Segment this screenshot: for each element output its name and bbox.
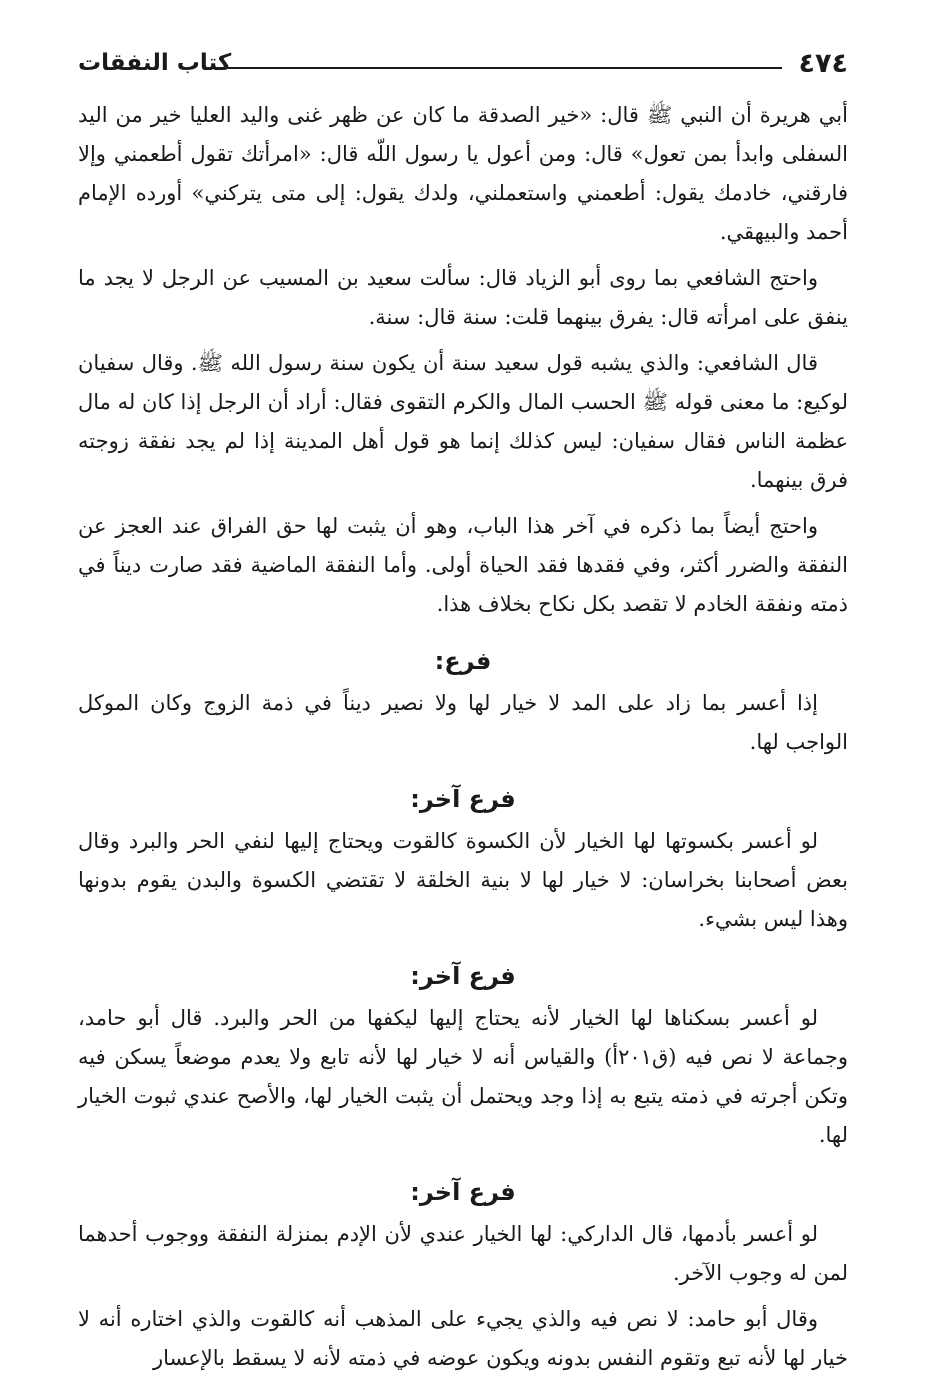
paragraph-condiment-darki: لو أعسر بأدمها، قال الداركي: لها الخيار عندي لأن الإدم بمنزلة النفقة ووجوب أحدهما لمن له وجوب الآخر. [78,1222,848,1285]
paragraph-condiment-abu-hamid: وقال أبو حامد: لا نص فيه والذي يجيء على المذهب أنه كالقوت والذي اختاره أنه لا خيار لها لأنه تبع وتقوم النفس بدونه ويكون عوضه في ذمته لأنه لا يسقط بالإعسار [78,1307,848,1370]
paragraph-branch-mudd: إذا أعسر بما زاد على المد لا خيار لها ولا نصير ديناً في ذمة الزوج وكان الموكل الواجب لها. [78,691,848,754]
paragraph-housing: لو أعسر بسكناها لها الخيار لأنه يحتاج إليها ليكفها من الحر والبرد. قال أبو حامد، وجماعة لا نص فيه (ق٢٠١أ) والقياس أنه لا خيار لها لأنه تابع ولا يعدم موضعاً يسكن فيه وتكن أجرته في ذمته يتبع به إذا وجد ويحتمل أن يثبت الخيار لها، والأصح عندي ثبوت الخيار لها. [78,1006,848,1147]
section-heading-another-branch-clothing: فرع آخر: [410,785,516,813]
section-heading-another-branch-housing: فرع آخر: [410,962,516,990]
paragraph-further-argument: واحتج أيضاً بما ذكره في آخر هذا الباب، وهو أن يثبت لها حق الفراق عند العجز عن النفقة والضرر أكثر، وفي فقدها فقد الحياة أولى. وأما النفقة الماضية فقد صارت ديناً في ذمته ونفقة الخادم لا تقصد بكل نكاح بخلاف هذا. [78,514,848,616]
section-heading-another-branch-condiment: فرع آخر: [410,1178,516,1206]
paragraph-hadith: أبي هريرة أن النبي ﷺ قال: «خير الصدقة ما كان عن ظهر غنى واليد العليا خير من اليد السفلى وابدأ بمن تعول» قال: ومن أعول يا رسول اللّه قال: «امرأتك تقول أطعمني وإلا فارقني، خادمك يقول: أطعمني واستعملني، ولدك يقول: إلى متى يتركني» أورده الإمام أحمد والبيهقي. [78,103,848,244]
paragraph-sufyan-waki: قال الشافعي: والذي يشبه قول سعيد سنة أن يكون سنة رسول الله ﷺ. وقال سفيان لوكيع: ما معنى قوله ﷺ الحسب المال والكرم التقوى فقال: أراد أن الرجل إذا كان له مال عظمة الناس فقال سفيان: ليس كذلك إنما هو قول أهل المدينة إذا لم يجد نفقة زوجته فرق بينهما. [78,351,848,492]
page-header [78,44,848,84]
running-title: كتاب النفقات [78,50,232,76]
paragraph-clothing: لو أعسر بكسوتها لها الخيار لأن الكسوة كالقوت ويحتاج إليها لنفي الحر والبرد وقال بعض أصحابنا بخراسان: لا خيار لها لا بنية الخلقة لا تقتضي الكسوة والبدن يقوم بدونها وهذا ليس بشيء. [78,829,848,931]
header-rule [210,67,782,69]
page-body [78,96,848,1385]
section-heading-branch: فرع: [434,647,492,675]
page-number: ٤٧٤ [798,48,848,79]
paragraph-shafii-argument: واحتج الشافعي بما روى أبو الزياد قال: سألت سعيد بن المسيب عن الرجل لا يجد ما ينفق على امرأته قال: يفرق بينهما قلت: سنة قال: سنة. [78,266,848,329]
